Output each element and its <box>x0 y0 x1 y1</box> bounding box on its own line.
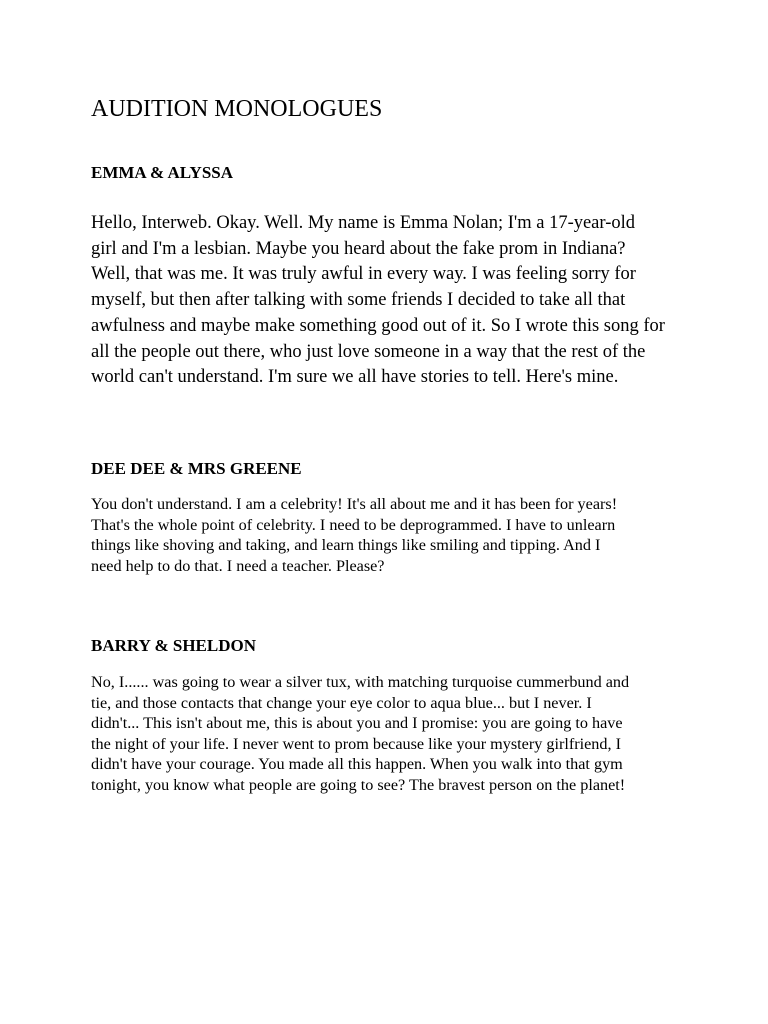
monologue-barry-sheldon <box>91 672 681 795</box>
section-heading-emma-alyssa: EMMA & ALYSSA <box>91 163 234 182</box>
monologue-line: world can't understand. I'm sure we all have stories to tell. Here's mine. <box>91 367 619 388</box>
monologue-line: girl and I'm a lesbian. Maybe you heard about the fake prom in Indiana? <box>91 238 626 259</box>
monologue-line: That's the whole point of celebrity. I need to be deprogrammed. I have to unlearn <box>91 515 616 534</box>
monologue-line: didn't... This isn't about me, this is about you and I promise: you are going to have <box>91 714 623 732</box>
monologue-line: things like shoving and taking, and learn things like smiling and tipping. And I <box>91 536 601 554</box>
monologue-emma-alyssa <box>91 211 681 391</box>
monologue-line: Hello, Interweb. Okay. Well. My name is Emma Nolan; I'm a 17-year-old <box>91 213 635 233</box>
monologue-line: didn't have your courage. You made all this happen. When you walk into that gym <box>91 755 623 773</box>
monologue-line: the night of your life. I never went to prom because like your mystery girlfriend, I <box>91 734 621 753</box>
section-heading-dee-dee-mrs-greene: DEE DEE & MRS GREENE <box>91 459 302 478</box>
monologue-line: tie, and those contacts that change your eye color to aqua blue... but I never. I <box>91 693 592 712</box>
monologue-line: all the people out there, who just love someone in a way that the rest of the <box>91 341 646 362</box>
monologue-line: tonight, you know what people are going to see? The bravest person on the planet! <box>91 775 626 794</box>
monologue-line: myself, but then after talking with some friends I decided to take all that <box>91 290 626 311</box>
monologue-line: Well, that was me. It was truly awful in every way. I was feeling sorry for <box>91 264 636 285</box>
monologue-line: You don't understand. I am a celebrity! It's all about me and it has been for years! <box>91 495 618 513</box>
monologue-dee-dee-mrs-greene <box>91 494 681 576</box>
monologue-line: awfulness and maybe make something good out of it. So I wrote this song for <box>91 315 665 336</box>
section-heading-barry-sheldon: BARRY & SHELDON <box>91 636 257 655</box>
document-title: AUDITION MONOLOGUES <box>91 96 383 122</box>
monologue-line: No, I...... was going to wear a silver tux, with matching turquoise cummerbund and <box>91 673 630 691</box>
monologue-line: need help to do that. I need a teacher. Please? <box>91 556 385 575</box>
